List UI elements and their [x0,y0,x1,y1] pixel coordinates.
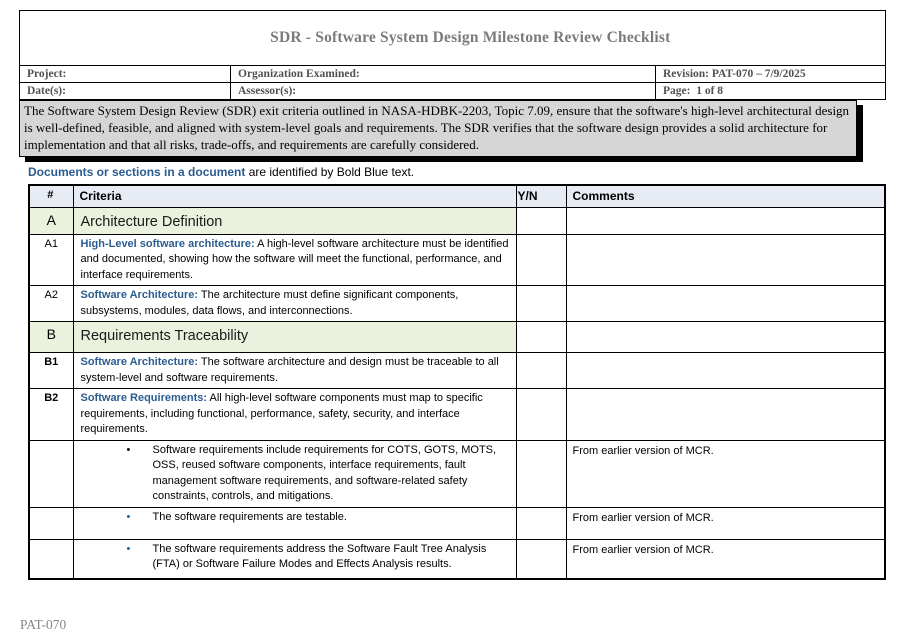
criteria-lead: Software Architecture: [80,356,199,368]
table-row-section-a [29,207,885,234]
comments-cell: From earlier version of MCR. [566,539,885,579]
yn-cell[interactable] [516,353,566,389]
document-title-cell [20,11,886,66]
section-title: Requirements Traceability [73,322,516,353]
checklist-header-row [29,185,885,207]
section-title: Architecture Definition [73,207,516,234]
row-num: A2 [29,286,73,322]
bullet-icon: • [126,542,131,555]
bullet-icon: • [126,510,131,523]
column-header-criteria: Criteria [73,185,516,207]
row-num: B1 [29,353,73,389]
yn-cell[interactable] [516,507,566,539]
row-num: B2 [29,389,73,441]
comments-cell[interactable] [566,207,885,234]
comments-cell[interactable] [566,286,885,322]
table-row-b1 [29,353,885,389]
criteria-text: The architecture must define significant components, subsystems, modules, data flows, and interconnections. [80,289,459,317]
criteria-cell [73,389,516,441]
table-row-a1 [29,234,885,286]
document-title: SDR - Software System Design Milestone Review Checklist [270,29,671,46]
yn-cell[interactable] [516,539,566,579]
column-header-comments: Comments [566,185,885,207]
criteria-text: The software architecture and design must be traceable to all system-level and software requirements. [80,356,499,384]
legend-highlight: Documents or sections in a document [28,165,246,179]
project-field[interactable]: Project: [20,66,231,83]
legend-line [28,165,414,179]
table-row-section-b [29,322,885,353]
row-num [29,440,73,507]
comments-cell: From earlier version of MCR. [566,507,885,539]
table-row-b2 [29,389,885,441]
criteria-text: Software requirements include requirements for COTS, GOTS, MOTS, OSS, reused software components, interface requirements, fault management software requirements, and software-related safety constraints, controls, and mitigations. [152,443,497,502]
criteria-text: The software requirements are testable. [152,510,347,523]
yn-cell[interactable] [516,207,566,234]
comments-cell[interactable] [566,353,885,389]
checklist-table [28,184,886,580]
comments-cell[interactable] [566,234,885,286]
criteria-lead: High-Level software architecture: [80,237,255,250]
row-num: A1 [29,234,73,286]
organization-examined-field[interactable]: Organization Examined: [231,66,656,83]
criteria-cell [73,353,516,389]
table-row-bullet-3 [29,539,885,579]
revision-label: Revision: PAT-070 – 7/9/2025 [656,66,886,83]
header-table [19,10,886,100]
criteria-lead: Software Architecture: [80,289,199,301]
criteria-cell [73,539,516,579]
yn-cell[interactable] [516,322,566,353]
table-row-a2 [29,286,885,322]
criteria-text: All high-level software components must map to specific requirements, including functional, performance, safety, security, and interface requirements. [80,392,483,435]
column-header-num: # [29,185,73,207]
row-num: A [29,207,73,234]
criteria-text: A high-level software architecture must be identified and documented, showing how the software will meet the functional, performance, and interface requirements. [80,237,509,281]
comments-cell: From earlier version of MCR. [566,440,885,507]
assessor-field[interactable]: Assessor(s): [231,83,656,100]
column-header-yn: Y/N [516,185,566,207]
yn-cell[interactable] [516,440,566,507]
criteria-text: The software requirements address the Software Fault Tree Analysis (FTA) or Software Failure Modes and Effects Analysis results. [152,542,487,570]
row-num [29,507,73,539]
criteria-cell [73,440,516,507]
comments-cell[interactable] [566,389,885,441]
bullet-icon: • [126,443,131,456]
criteria-cell [73,507,516,539]
comments-cell[interactable] [566,322,885,353]
criteria-cell [73,234,516,286]
date-field[interactable]: Date(s): [20,83,231,100]
footer-document-id: PAT-070 [20,617,67,632]
table-row-bullet-1 [29,440,885,507]
row-num: B [29,322,73,353]
yn-cell[interactable] [516,389,566,441]
page-number-label: Page: 1 of 8 [656,83,886,100]
row-num [29,539,73,579]
criteria-cell [73,286,516,322]
table-row-bullet-2 [29,507,885,539]
yn-cell[interactable] [516,286,566,322]
criteria-lead: Software Requirements: [80,392,208,404]
yn-cell[interactable] [516,234,566,286]
intro-paragraph: The Software System Design Review (SDR) exit criteria outlined in NASA-HDBK-2203, Topic 7.09, ensure that the software's high-level architectural design is well-defined, feasible, and aligned with system-level goals and requirements. The SDR verifies that the software design provides a solid architecture for implementation and that all risks, trade-offs, and requirements are carefully considered. [19,100,857,157]
legend-suffix: are identified by Bold Blue text. [245,165,415,179]
